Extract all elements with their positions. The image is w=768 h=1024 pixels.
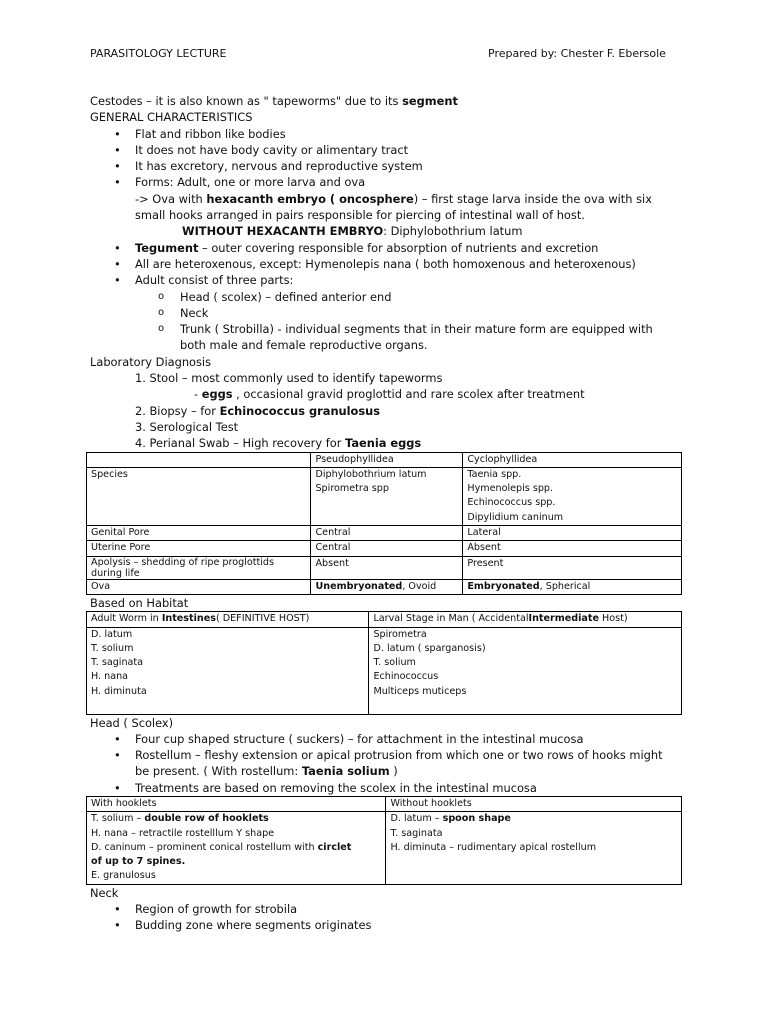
sub-list-item-continued: both male and female reproductive organs. [180,338,428,353]
bullet-icon: • [114,748,121,763]
list-item: • Budding zone where segments originates [114,918,372,933]
without-embryo-line: WITHOUT HEXACANTH EMBRYO: Diphylobothrium latum [182,224,523,239]
intro-line: Cestodes – it is also known as " tapeworms" due to its segment [90,94,458,108]
lecture-content [90,93,690,934]
bullet-icon: • [114,273,121,288]
table-row: Pseudophyllidea Cyclophyllidea [87,452,682,467]
lab-item: 1. Stool – most commonly used to identify tapeworms [135,371,443,386]
list-item: • Rostellum – fleshy extension or apical protrusion from which one or two rows of hooks might [114,748,663,763]
bullet-icon: • [114,918,121,933]
bullet-icon: • [114,240,121,255]
list-item: • All are heteroxenous, except: Hymenolepis nana ( both homoxenous and heteroxenous) [114,256,636,271]
circle-bullet-icon: o [158,290,165,302]
list-item: • Forms: Adult, one or more larva and ova [114,175,366,190]
list-item: • Four cup shaped structure ( suckers) – for attachment in the intestinal mucosa [114,731,584,746]
sub-list-item: o Trunk ( Strobilla) - individual segments that in their mature form are equipped with [158,322,653,337]
table-row: Apolysis – shedding of ripe proglottids during life Absent Present [87,556,682,579]
header-title: PARASITOLOGY LECTURE [90,47,227,60]
table-row: With hooklets Without hooklets [87,796,682,811]
ova-line: -> Ova with hexacanth embryo ( oncosphere) – first stage larva inside the ova with six [135,191,652,206]
table-row: Ova Unembryonated, Ovoid Embryonated, Spherical [87,579,682,594]
hooklets-table [86,796,682,885]
table-row: D. latum T. solium T. saginata H. nana H. diminuta Spirometra D. latum ( sparganosis) T. solium Echinococcus Multiceps muticeps [87,627,682,714]
table-row: Species Diphylobothrium latum Spirometra spp Taenia spp. Hymenolepis spp. Echinococcus spp. Dipylidium caninum [87,467,682,525]
circle-bullet-icon: o [158,323,165,335]
table-row: T. solium – double row of hooklets H. nana – retractile rostelllum Y shape D. caninum – prominent conical rostellum with circlet of up to 7 spines. E. granulosus D. latum – spoon shape T. saginata H. diminuta – rudimentary apical rostellum [87,812,682,884]
lab-item: 4. Perianal Swab – High recovery for Taenia eggs [135,436,422,451]
bullet-icon: • [114,159,121,174]
list-item-continued: be present. ( With rostellum: Taenia solium ) [135,764,398,779]
bullet-icon: • [114,175,121,190]
sub-list-item: o Head ( scolex) – defined anterior end [158,289,392,304]
list-item: • Region of growth for strobila [114,902,298,917]
order-comparison-table [86,452,682,595]
bullet-icon: • [114,142,121,157]
bullet-icon: • [114,731,121,746]
list-item: • Flat and ribbon like bodies [114,126,286,141]
bullet-icon: • [114,256,121,271]
table-row: Uterine Pore Central Absent [87,541,682,556]
table-row: Adult Worm in Intestines( DEFINITIVE HOST) Larval Stage in Man ( AccidentalIntermediate Host) [87,612,682,627]
lab-item: 3. Serological Test [135,419,239,434]
general-heading: GENERAL CHARACTERISTICS [90,110,253,125]
list-item: • It does not have body cavity or alimentary tract [114,142,409,157]
table-row: Genital Pore Central Lateral [87,526,682,541]
circle-bullet-icon: o [158,306,165,318]
sub-list-item: o Neck [158,305,209,320]
lab-subitem: - eggs , occasional gravid proglottid and rare scolex after treatment [194,387,585,402]
neck-heading: Neck [90,885,119,900]
header-author: Prepared by: Chester F. Ebersole [488,47,666,60]
list-item: • Adult consist of three parts: [114,273,294,288]
lab-item: 2. Biopsy – for Echinococcus granulosus [135,403,381,418]
ova-line-continued: small hooks arranged in pairs responsible for piercing of intestinal wall of host. [135,208,585,223]
scolex-heading: Head ( Scolex) [90,715,174,730]
list-item: • Treatments are based on removing the scolex in the intestinal mucosa [114,780,537,795]
list-item: • Tegument – outer covering responsible for absorption of nutrients and excretion [114,240,599,255]
bullet-icon: • [114,780,121,795]
habitat-heading: Based on Habitat [90,595,189,610]
list-item: • It has excretory, nervous and reproductive system [114,159,423,174]
habitat-table [86,611,682,714]
bullet-icon: • [114,126,121,141]
lab-heading: Laboratory Diagnosis [90,354,212,369]
bullet-icon: • [114,902,121,917]
